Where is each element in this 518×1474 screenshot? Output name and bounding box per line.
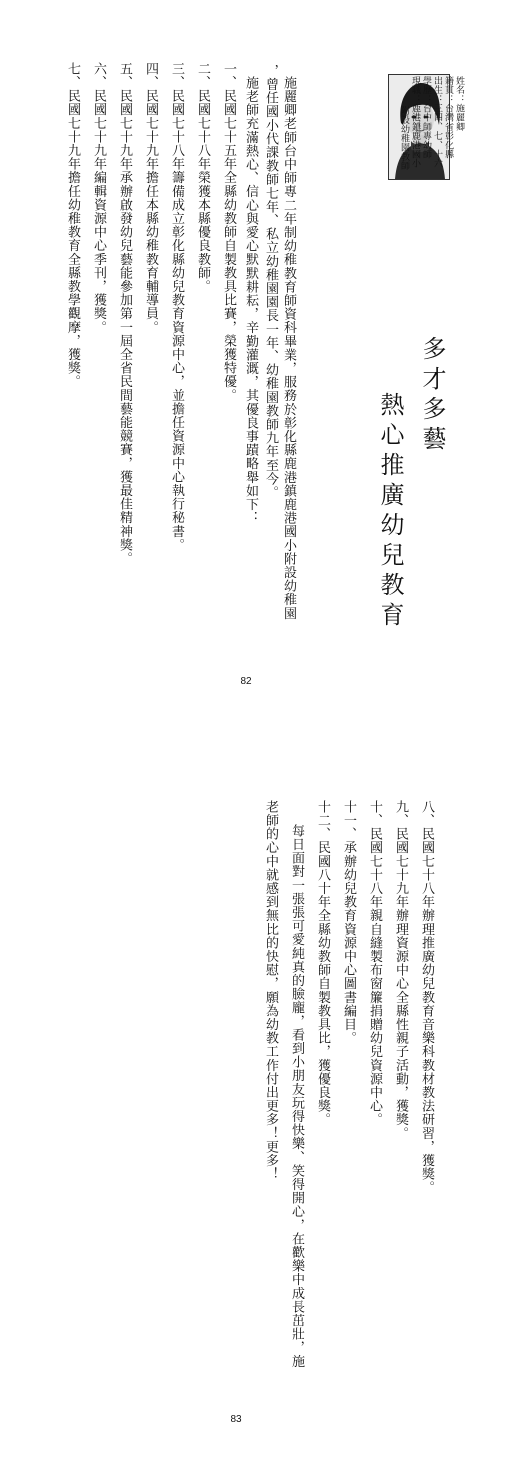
achievement-item: 三、民國七十八年籌備成立彰化縣幼兒教育資源中心，並擔任資源中心執行秘書。	[169, 62, 184, 552]
achievement-item: 二、民國七十八年榮獲本縣優良教師。	[195, 62, 210, 294]
closing-paragraph: 每日面對一張張可愛純真的臉龐，看到小朋友玩得快樂、笑得開心，在歡樂中成長茁壯，施	[289, 824, 304, 1368]
achievement-item: 八、民國七十八年辦理推廣幼兒教育音樂科教材教法研習，獲獎。	[419, 800, 434, 1195]
profile-hometown: 籍貫：台灣省彰化縣	[443, 76, 453, 159]
achievement-item: 六、民國七十九年編輯資源中心季刊，獲獎。	[91, 62, 106, 334]
achievement-item: 十二、民國八十年全縣幼教師自製教具比，獲優良獎。	[315, 800, 330, 1127]
body-paragraph-intro-cont: ，曾任國小代課教師七年、私立幼稚園園長一年、幼稚園教師九年至今。	[263, 64, 278, 500]
closing-paragraph-cont: 老師的心中就感到無比的快慰，願為幼教工作付出更多！更多！	[263, 800, 278, 1181]
profile-birth: 出生：三四、七、十六	[432, 76, 442, 168]
page-number: 83	[230, 1414, 242, 1425]
profile-education: 學歷：台中師專幼師	[421, 76, 431, 159]
page-83	[0, 738, 518, 1474]
article-title-line-1: 多才多藝	[418, 336, 446, 456]
achievement-item: 四、民國七十九年擔任本縣幼稚教育輔導員。	[143, 62, 158, 334]
body-paragraph-intro: 施麗卿老師台中師專二年制幼稚教育師資科畢業，服務於彰化縣鹿港鎮鹿港國小附設幼稚園	[281, 76, 296, 620]
achievement-item: 十、民國七十八年親自縫製布窗簾捐贈幼兒資源中心。	[367, 800, 382, 1127]
achievement-item: 十一、承辦幼兒教育資源中心圖書編目。	[341, 800, 356, 1045]
profile-position-cont: 附設幼稚園教師	[399, 106, 409, 171]
article-title-line-2: 熱心推廣幼兒教育	[376, 392, 404, 632]
achievement-item: 五、民國七十九年承辦啟發幼兒藝能參加第一屆全省民間藝能競賽，獲最佳精神獎。	[117, 62, 132, 566]
profile-name: 姓名：施麗卿	[454, 76, 464, 132]
achievement-item: 九、民國七十九年辦理資源中心全縣性親子活動，獲獎。	[393, 800, 408, 1140]
page-82	[0, 0, 518, 732]
page-number: 82	[240, 676, 252, 687]
body-paragraph-summary: 施老師充滿熱心、信心與愛心默默耕耘，辛勤灌溉，其優良事蹟略舉如下：	[243, 76, 258, 525]
achievement-item: 七、民國七十九年擔任幼稚教育全縣教學觀摩，獲獎。	[65, 62, 80, 389]
profile-position: 現職：鹿港鎮鹿港國小	[410, 76, 420, 168]
achievement-item: 一、民國七十五年全縣幼教師自製教具比賽，榮獲特優。	[221, 62, 236, 402]
